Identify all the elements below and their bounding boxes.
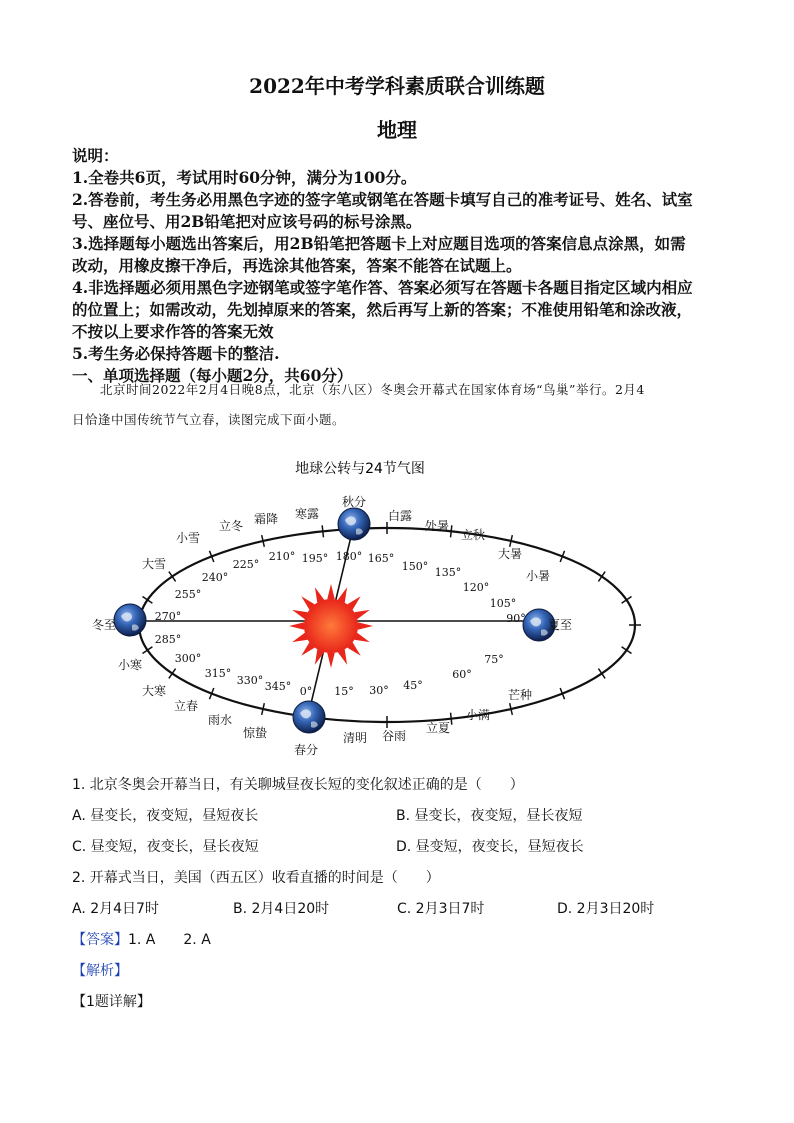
instruction-line: 不按以上要求作答的答案无效 xyxy=(72,322,274,341)
solar-term-label: 立夏 xyxy=(425,721,451,735)
solar-term-label: 春分 xyxy=(293,743,319,757)
degree-label: 300° xyxy=(174,652,202,665)
tick-mark xyxy=(622,597,632,604)
earth-globe xyxy=(293,701,325,733)
tick-mark xyxy=(143,647,153,654)
sun-ray xyxy=(289,622,304,630)
solar-term-label: 大暑 xyxy=(497,547,523,561)
earth-globe xyxy=(338,508,370,540)
solar-term-label: 夏至 xyxy=(547,618,573,632)
degree-label: 75° xyxy=(484,653,504,666)
instruction-line: 3.选择题每小题选出答案后，用2B铅笔把答题卡上对应题目选项的答案信息点涂黑，如需 xyxy=(72,234,686,253)
q2-option-d: D. 2月3日20时 xyxy=(557,901,655,917)
tick-mark xyxy=(169,572,176,582)
solar-term-label: 寒露 xyxy=(294,507,320,521)
solar-term-label: 小暑 xyxy=(525,569,551,583)
degree-label: 0° xyxy=(299,685,313,698)
tick-mark xyxy=(622,647,632,654)
solar-term-label: 秋分 xyxy=(341,495,367,509)
q2-option-a: A. 2月4日7时 xyxy=(72,901,159,917)
instructions-heading: 说明： xyxy=(72,146,119,165)
intro-line: 日恰逢中国传统节气立春，读图完成下面小题。 xyxy=(72,412,346,427)
degree-label: 315° xyxy=(204,667,232,680)
degree-label: 285° xyxy=(154,633,182,646)
instruction-line: 1.全卷共6页，考试用时60分钟，满分为100分。 xyxy=(72,168,417,187)
solar-term-label: 雨水 xyxy=(207,713,233,727)
degree-label: 225° xyxy=(232,558,260,571)
solar-term-label: 小雪 xyxy=(175,531,201,545)
solar-term-label: 冬至 xyxy=(91,618,117,632)
page-title: 2022年中考学科素质联合训练题 xyxy=(249,74,545,98)
question-2: 2. 开幕式当日，美国（西五区）收看直播的时间是（ ） xyxy=(72,870,440,886)
detail-label: 【1题详解】 xyxy=(72,994,151,1010)
instruction-line: 的位置上；如需改动，先划掉原来的答案，然后再写上新的答案；不准使用铅笔和涂改液， xyxy=(72,300,693,319)
sun-disc xyxy=(304,599,358,653)
instruction-line: 2.答卷前，考生务必用黑色字迹的签字笔或钢笔在答题卡填写自己的准考证号、姓名、试室 xyxy=(72,190,693,209)
solar-term-label: 大雪 xyxy=(141,557,167,571)
q1-option-d: D. 昼变短，夜变长，昼短夜长 xyxy=(396,839,584,855)
tick-mark xyxy=(598,572,605,582)
solar-term-label: 清明 xyxy=(342,731,368,745)
earth-globe xyxy=(114,604,146,636)
solar-term-label: 大寒 xyxy=(141,684,167,698)
degree-label: 135° xyxy=(434,566,462,579)
solar-term-label: 立秋 xyxy=(460,528,486,542)
q1-option-c: C. 昼变短，夜变长，昼长夜短 xyxy=(72,839,259,855)
degree-label: 165° xyxy=(367,552,395,565)
instruction-line: 5.考生务必保持答题卡的整洁. xyxy=(72,344,280,363)
tick-mark xyxy=(451,525,452,537)
q1-option-a: A. 昼变长，夜变短，昼短夜长 xyxy=(72,808,259,824)
degree-label: 45° xyxy=(403,679,423,692)
degree-label: 120° xyxy=(462,581,490,594)
degree-label: 30° xyxy=(369,684,389,697)
instruction-line: 改动，用橡皮擦干净后，再选涂其他答案，答案不能答在试题上。 xyxy=(72,256,522,275)
degree-label: 270° xyxy=(154,610,182,623)
degree-label: 195° xyxy=(301,552,329,565)
answer-value: 1. A 2. A xyxy=(128,932,211,948)
tick-mark xyxy=(143,597,153,604)
solar-term-label: 芒种 xyxy=(507,688,533,702)
degree-label: 15° xyxy=(334,685,354,698)
solar-term-label: 惊蛰 xyxy=(242,726,268,740)
solar-term-label: 立冬 xyxy=(218,519,244,533)
tick-mark xyxy=(169,669,176,679)
subject-title: 地理 xyxy=(377,118,417,142)
degree-label: 180° xyxy=(335,550,363,563)
answer-label: 【答案】 xyxy=(72,932,128,948)
degree-label: 90° xyxy=(506,612,526,625)
degree-label: 210° xyxy=(268,550,296,563)
diagram-title: 地球公转与24节气图 xyxy=(295,461,425,477)
tick-mark xyxy=(451,713,452,725)
degree-label: 60° xyxy=(452,668,472,681)
solar-term-label: 处暑 xyxy=(424,519,450,533)
degree-label: 240° xyxy=(201,571,229,584)
sun-ray xyxy=(327,584,335,599)
q2-option-b: B. 2月4日20时 xyxy=(233,901,330,917)
degree-label: 345° xyxy=(264,680,292,693)
solar-term-label: 立春 xyxy=(173,699,199,713)
instruction-line: 4.非选择题必须用黑色字迹钢笔或签字笔作答、答案必须写在答题卡各题目指定区域内相应 xyxy=(72,278,693,297)
degree-label: 330° xyxy=(236,674,264,687)
solar-term-label: 谷雨 xyxy=(381,729,407,743)
answer-row xyxy=(72,930,211,950)
solar-term-label: 霜降 xyxy=(253,512,279,526)
q1-option-b: B. 昼变长，夜变短，昼长夜短 xyxy=(396,808,583,824)
degree-label: 105° xyxy=(489,597,517,610)
instruction-line: 号、座位号、用2B铅笔把对应该号码的标号涂黑。 xyxy=(72,212,422,231)
degree-label: 150° xyxy=(401,560,429,573)
solar-term-label: 白露 xyxy=(387,509,413,523)
solar-term-label: 小满 xyxy=(465,708,491,722)
revolution-diagram xyxy=(60,448,740,768)
analysis-label: 【解析】 xyxy=(72,963,128,979)
section-heading: 一、单项选择题（每小题2分，共60分） xyxy=(72,366,353,385)
sun-ray xyxy=(327,653,335,668)
sun-ray xyxy=(358,622,373,630)
intro-line: 北京时间2022年2月4日晚8点，北京（东八区）冬奥会开幕式在国家体育场“鸟巢”举行。2月4 xyxy=(100,382,645,397)
tick-mark xyxy=(322,525,323,537)
sun xyxy=(289,584,373,668)
question-1: 1. 北京冬奥会开幕当日，有关聊城昼夜长短的变化叙述正确的是（ ） xyxy=(72,777,524,793)
tick-mark xyxy=(598,669,605,679)
degree-label: 255° xyxy=(174,588,202,601)
solar-term-label: 小寒 xyxy=(117,658,143,672)
q2-option-c: C. 2月3日7时 xyxy=(397,901,485,917)
